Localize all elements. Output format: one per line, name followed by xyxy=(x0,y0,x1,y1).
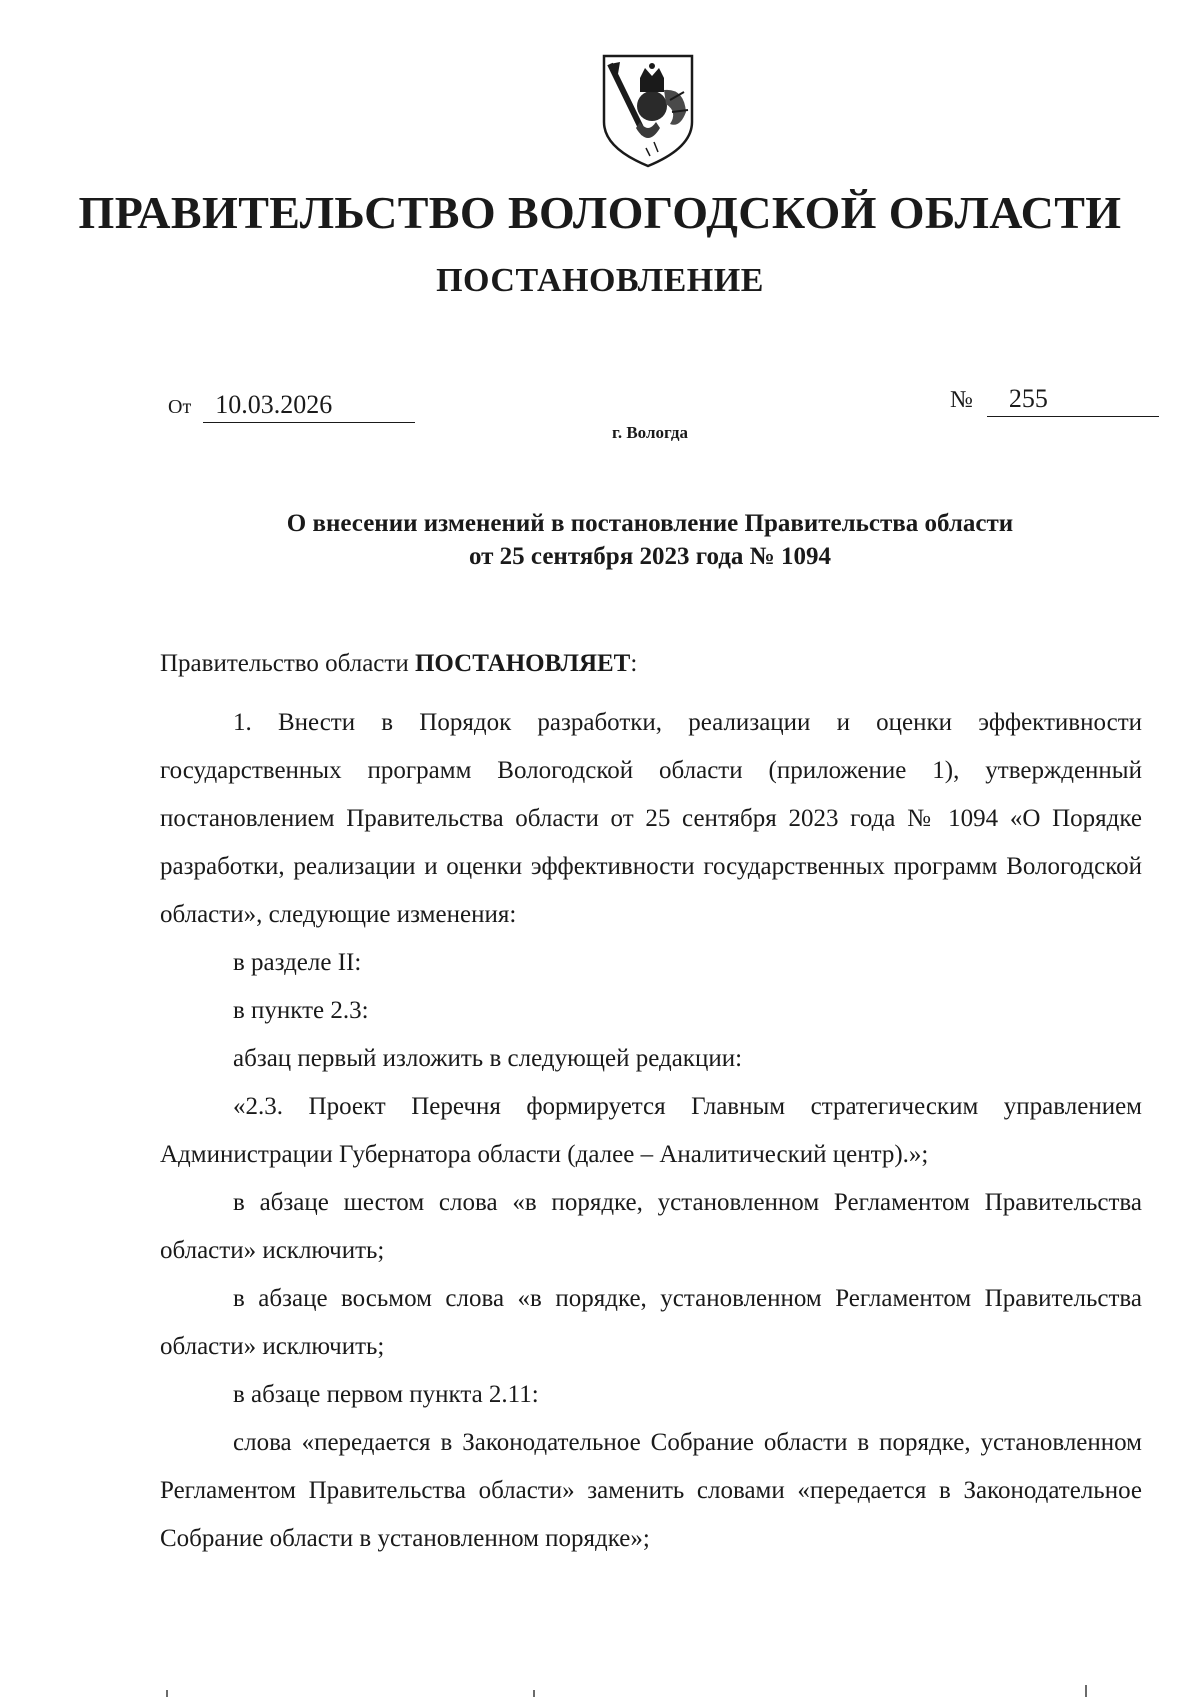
document-subject xyxy=(160,507,1140,573)
subject-line-1: О внесении изменений в постановление Правительства области xyxy=(286,510,1014,537)
paragraph-2: в разделе II: xyxy=(233,949,362,976)
document-number: 255 xyxy=(987,384,1159,417)
scan-speck xyxy=(166,1690,168,1697)
coat-of-arms-emblem xyxy=(600,52,696,170)
paragraph-9: слова «передается в Законодательное Собрание области в порядке, установленном Регламентом Правительства области» заменить словами «передается в Законодательное Собрание области в установленном порядке»; xyxy=(160,1429,1142,1552)
paragraph-3: в пункте 2.3: xyxy=(233,997,369,1024)
paragraph-4: абзац первый изложить в следующей редакции: xyxy=(233,1045,743,1072)
document-date: 10.03.2026 xyxy=(203,390,415,423)
paragraph-8: в абзаце первом пункта 2.11: xyxy=(233,1381,539,1408)
government-title: ПРАВИТЕЛЬСТВО ВОЛОГОДСКОЙ ОБЛАСТИ xyxy=(78,187,1122,238)
subject-line-2: от 25 сентября 2023 года № 1094 xyxy=(468,543,832,570)
preamble-colon: : xyxy=(630,650,638,677)
number-prefix: № xyxy=(950,387,973,413)
number-row xyxy=(950,384,1159,417)
paragraph-5: «2.3. Проект Перечня формируется Главным стратегическим управлением Администрации Губернатора области (далее – Аналитический центр).»; xyxy=(160,1093,1142,1168)
city: г. Вологда xyxy=(612,423,688,442)
document-type: ПОСТАНОВЛЕНИЕ xyxy=(436,262,764,299)
paragraph-7: в абзаце восьмом слова «в порядке, установленном Регламентом Правительства области» исключить; xyxy=(160,1285,1142,1360)
scan-speck xyxy=(1085,1685,1087,1697)
date-row xyxy=(168,390,415,423)
date-prefix: От xyxy=(168,396,192,418)
document-body xyxy=(160,640,1142,1563)
preamble-decree-word: ПОСТАНОВЛЯЕТ xyxy=(414,650,631,677)
paragraph-6: в абзаце шестом слова «в порядке, установленном Регламентом Правительства области» исключить; xyxy=(160,1189,1142,1264)
scan-speck xyxy=(533,1690,535,1697)
preamble xyxy=(160,640,1142,688)
paragraph-1: 1. Внести в Порядок разработки, реализации и оценки эффективности государственных программ Вологодской области (приложение 1), утвержденный постановлением Правительства области от 25 сентября 2023 года № 1094 «О Порядке разработки, реализации и оценки эффективности государственных программ Вологодской области», следующие изменения: xyxy=(160,709,1142,928)
preamble-text: Правительство области xyxy=(160,650,409,677)
